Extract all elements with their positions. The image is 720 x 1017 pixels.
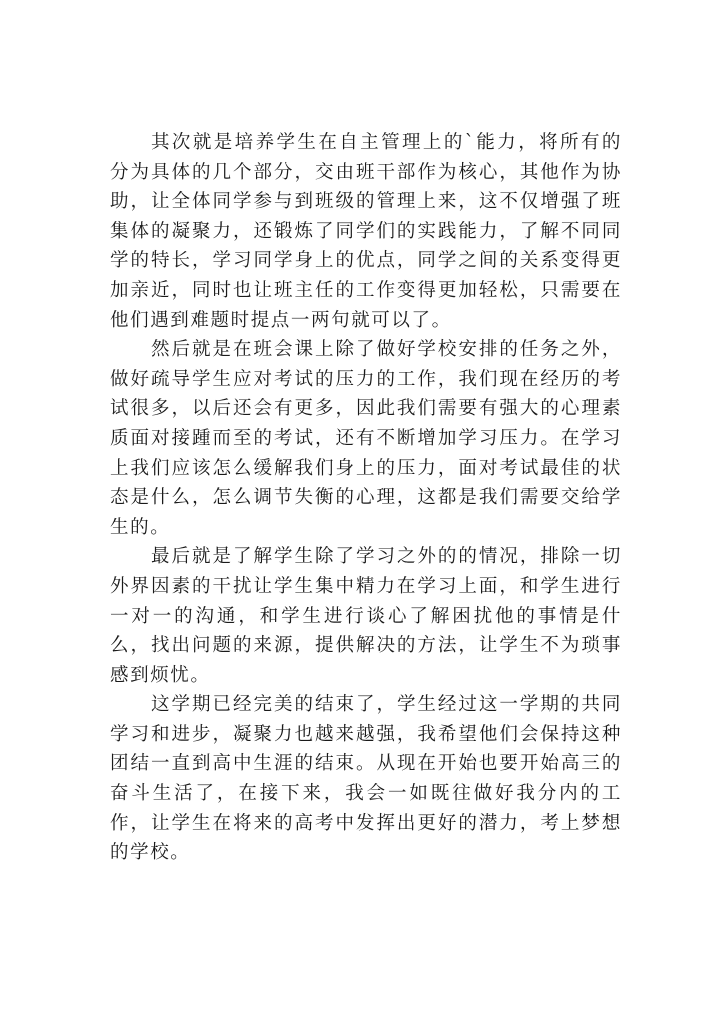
paragraph-student-self-management: 其次就是培养学生在自主管理上的`能力，将所有的分为具体的几个部分，交由班干部作为核心，其他作为协助，让全体同学参与到班级的管理上来，这不仅增强了班集体的凝聚力，还锻炼了同学们的实践能力，了解不同同学的特长，学习同学身上的优点，同学之间的关系变得更加亲近，同时也让班主任的工作变得更加轻松，只需要在他们遇到难题时提点一两句就可以了。	[110, 132, 622, 331]
paragraph-semester-conclusion: 这学期已经完美的结束了，学生经过这一学期的共同学习和进步，凝聚力也越来越强，我希望他们会保持这种团结一直到高中生涯的结束。从现在开始也要开始高三的奋斗生活了，在接下来，我会一如既往做好我分内的工作，让学生在将来的高考中发挥出更好的潜力，考上梦想的学校。	[110, 694, 622, 864]
document-body	[110, 128, 622, 868]
paragraph-exam-pressure: 然后就是在班会课上除了做好学校安排的任务之外，做好疏导学生应对考试的压力的工作，我们现在经历的考试很多，以后还会有更多，因此我们需要有强大的心理素质面对接踵而至的考试，还有不断增加学习压力。在学习上我们应该怎么缓解我们身上的压力，面对考试最佳的状态是什么，怎么调节失衡的心理，这都是我们需要交给学生的。	[110, 339, 622, 538]
paragraph-student-situation: 最后就是了解学生除了学习之外的的情况，排除一切外界因素的干扰让学生集中精力在学习上面，和学生进行一对一的沟通，和学生进行谈心了解困扰他的事情是什么，找出问题的来源，提供解决的方法，让学生不为琐事感到烦忧。	[110, 546, 622, 686]
